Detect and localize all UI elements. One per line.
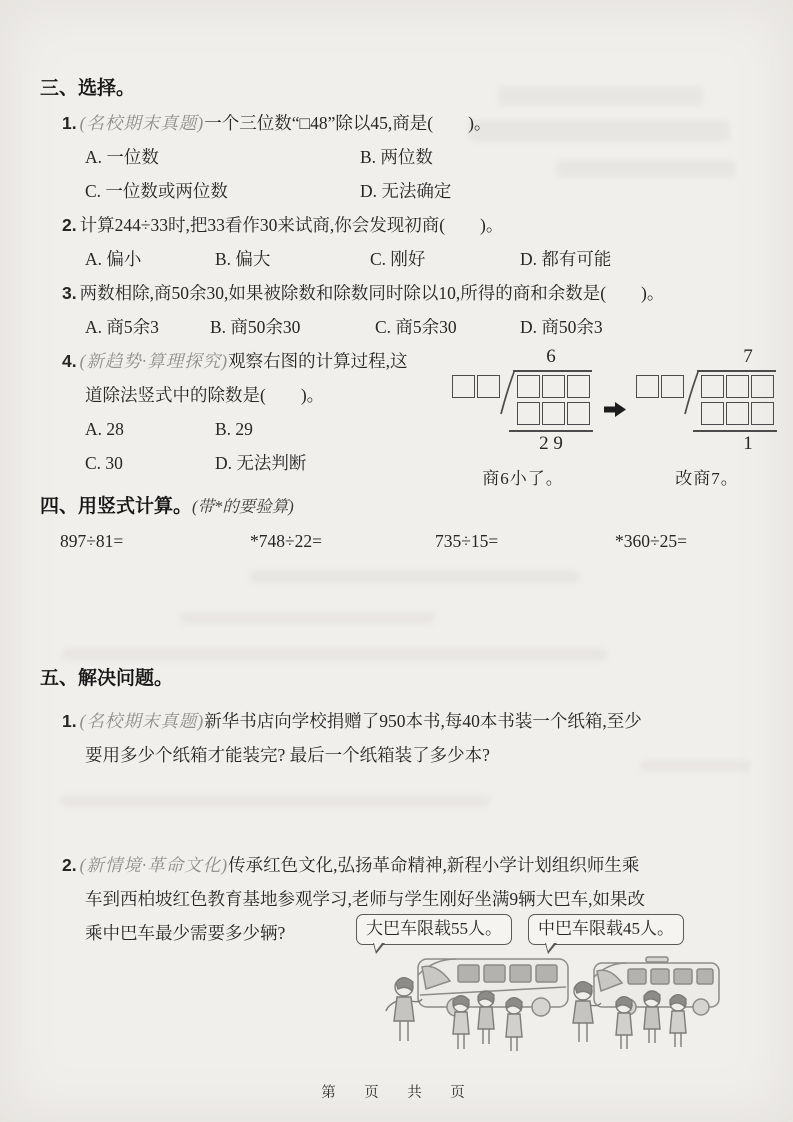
question-text-line1: 观察右图的计算过程,这	[228, 351, 408, 371]
section-4-note: (带*的要验算)	[192, 497, 294, 516]
section-3-heading: 三、选择。	[40, 78, 136, 99]
option-d: D. 商50余3	[520, 317, 603, 337]
divisor-boxes	[636, 375, 686, 398]
question-5-1-line2: 要用多少个纸箱才能装完? 最后一个纸箱装了多少本?	[85, 745, 490, 765]
question-5-2-line2: 车到西柏坡红色教育基地参观学习,老师与学生刚好坐满9辆大巴车,如果改	[85, 889, 645, 909]
question-text-line1: 传承红色文化,弘扬革命精神,新程小学计划组织师生乘	[228, 855, 640, 875]
problem-1: 897÷81=	[60, 531, 124, 551]
question-tag: (名校期末真题)	[79, 113, 205, 133]
buses-and-children-drawing	[356, 949, 776, 1059]
calculation-problems	[40, 524, 760, 558]
question-number: 1.	[62, 711, 77, 731]
question-3-4-line2: 道除法竖式中的除数是( )。	[85, 385, 325, 405]
page-footer: 第 页 共 页	[321, 1085, 472, 1101]
section-5-heading: 五、解决问题。	[40, 668, 174, 689]
blank-box	[542, 375, 565, 398]
division-diagram-before	[452, 346, 594, 489]
worksheet-content	[40, 72, 760, 950]
question-number: 3.	[62, 283, 77, 303]
blank-box	[567, 375, 590, 398]
blank-box	[751, 402, 774, 425]
option-b: B. 29	[215, 419, 253, 439]
figure-caption-before: 商6小了。	[482, 469, 564, 488]
question-text-line1: 新华书店向学校捐赠了950本书,每40本书装一个纸箱,至少	[204, 711, 642, 731]
option-b: B. 两位数	[360, 147, 433, 167]
bubble-tail	[545, 943, 557, 954]
question-text: 两数相除,商50余30,如果被除数和除数同时除以10,所得的商和余数是( )。	[79, 283, 665, 303]
section-4-heading	[40, 490, 760, 524]
blank-box	[567, 402, 590, 425]
remainder-digits: 2 9	[539, 433, 563, 454]
problem-4: *360÷25=	[615, 531, 687, 551]
option-c: C. 一位数或两位数	[85, 181, 228, 201]
question-3-1-options-row1	[40, 140, 760, 174]
option-a: A. 商5余3	[85, 317, 159, 337]
quotient-digit: 6	[546, 346, 556, 367]
subtraction-line	[693, 430, 777, 432]
question-5-2	[40, 848, 760, 882]
option-c: C. 商5余30	[375, 317, 457, 337]
blank-box	[751, 375, 774, 398]
option-d: D. 无法判断	[215, 453, 307, 473]
quotient-digit: 7	[743, 346, 753, 367]
blank-box	[661, 375, 684, 398]
question-3-2	[40, 208, 760, 242]
blank-box	[452, 375, 475, 398]
product-boxes	[701, 402, 778, 425]
question-3-3	[40, 276, 760, 310]
question-tag: (新情境·革命文化)	[79, 855, 229, 875]
question-text: 一个三位数“□48”除以45,商是( )。	[204, 113, 492, 133]
product-boxes	[517, 402, 594, 425]
bubble-tail	[373, 943, 385, 954]
question-3-1	[40, 106, 760, 140]
bus-illustration	[356, 914, 781, 1059]
option-b: B. 偏大	[215, 249, 271, 269]
blank-box	[517, 375, 540, 398]
question-5-2-line3: 乘中巴车最少需要多少辆?	[85, 923, 286, 943]
option-b: B. 商50余30	[210, 317, 301, 337]
blank-box	[636, 375, 659, 398]
question-3-1-options-row2	[40, 174, 760, 208]
blank-box	[517, 402, 540, 425]
section-4-title: 四、用竖式计算。	[40, 496, 193, 517]
option-a: A. 一位数	[85, 147, 159, 167]
option-c: C. 30	[85, 453, 123, 473]
option-a: A. 偏小	[85, 249, 142, 269]
division-diagram-after	[636, 346, 778, 489]
question-number: 2.	[62, 855, 77, 875]
dividend-boxes	[513, 370, 592, 398]
blank-box	[542, 402, 565, 425]
question-tag: (新趋势·算理探究)	[79, 351, 229, 371]
question-number: 4.	[62, 351, 77, 371]
blank-box	[701, 375, 724, 398]
divisor-boxes	[452, 375, 502, 398]
question-3-3-options	[40, 310, 760, 344]
subtraction-line	[509, 430, 593, 432]
right-arrow-icon	[604, 402, 626, 422]
remainder-digits: 1	[743, 433, 753, 454]
question-number: 1.	[62, 113, 77, 133]
division-bracket	[500, 371, 515, 415]
dividend-boxes	[697, 370, 776, 398]
question-number: 2.	[62, 215, 77, 235]
blank-box	[726, 402, 749, 425]
blank-box	[726, 375, 749, 398]
question-tag: (名校期末真题)	[79, 711, 205, 731]
question-5-1	[40, 704, 760, 738]
speech-bubble-mid-bus: 中巴车限载45人。	[528, 914, 684, 945]
question-3-2-options	[40, 242, 760, 276]
division-process-figure	[452, 346, 778, 489]
question-text: 计算244÷33时,把33看作30来试商,你会发现初商( )。	[79, 215, 504, 235]
problem-2: *748÷22=	[250, 531, 322, 551]
division-bracket	[684, 371, 699, 415]
blank-box	[477, 375, 500, 398]
option-a: A. 28	[85, 419, 124, 439]
figure-caption-after: 改商7。	[675, 469, 739, 488]
option-c: C. 刚好	[370, 249, 426, 269]
option-d: D. 无法确定	[360, 181, 452, 201]
speech-bubble-big-bus: 大巴车限载55人。	[356, 914, 512, 945]
problem-3: 735÷15=	[435, 531, 499, 551]
option-d: D. 都有可能	[520, 249, 612, 269]
blank-box	[701, 402, 724, 425]
